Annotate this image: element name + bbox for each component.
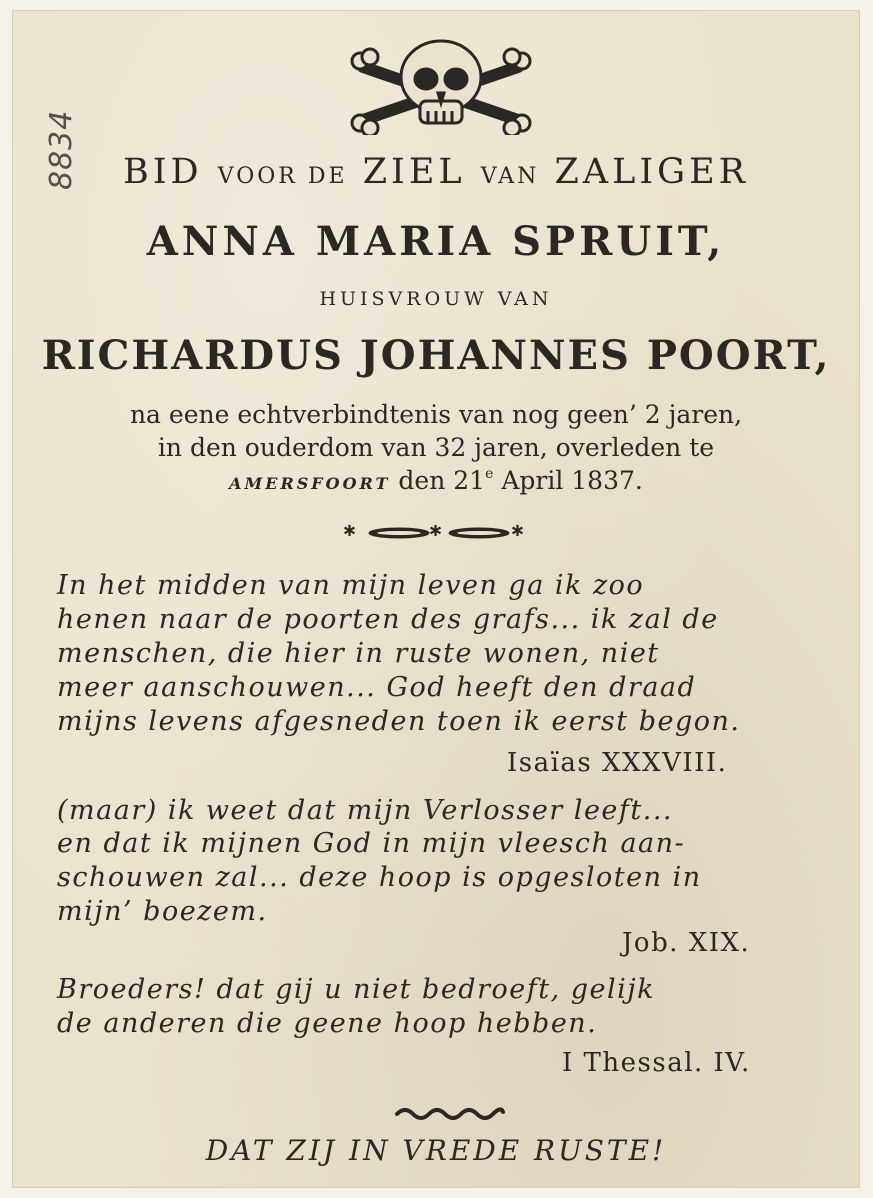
verse-line: mijn’ boezem. [57, 896, 268, 927]
archive-number: 8834 [44, 109, 79, 190]
svg-text:*: * [430, 523, 441, 546]
verse-reference: Isaïas XXXVIII. [507, 748, 728, 778]
verse-line: meer aanschouwen... God heeft den draad [57, 672, 697, 703]
verse-line: (maar) ik weet dat mijn Verlosser leeft... [57, 795, 673, 826]
verse-line: en dat ik mijnen God in mijn vleesch aan- [57, 828, 686, 859]
verse-line: Broeders! dat gij u niet bedroeft, gelijk [57, 974, 655, 1005]
detail-line-1: na eene echtverbindtenis van nog geen’ 2 jaren, [129, 400, 743, 429]
verse-reference: I Thessal. IV. [562, 1048, 751, 1078]
deceased-name: ANNA MARIA SPRUIT, [146, 218, 726, 265]
svg-text:*: * [512, 523, 523, 546]
skull-crossbones-icon [348, 35, 534, 135]
place-of-death: AMERSFOORT [229, 474, 391, 493]
heading-line: BID VOOR DE ZIEL VAN ZALIGER [122, 152, 750, 192]
wave-ornament [395, 1104, 505, 1120]
detail-line-2: in den ouderdom van 32 jaren, overleden te [157, 433, 715, 462]
ornament-divider [342, 520, 532, 546]
svg-text:*: * [344, 523, 355, 546]
memorial-card [12, 10, 860, 1188]
verse-line: menschen, die hier in ruste wonen, niet [57, 638, 660, 669]
relation-label: HUISVROUW VAN [319, 288, 553, 310]
verse-reference: Job. XIX. [622, 928, 751, 958]
spouse-name: RICHARDUS JOHANNES POORT, [41, 332, 831, 379]
verse-line: mijns levens afgesneden toen ik eerst begon. [57, 706, 741, 737]
verse-line: de anderen die geene hoop hebben. [57, 1008, 598, 1039]
verse-line: schouwen zal... deze hoop is opgesloten in [57, 862, 702, 893]
verse-line: henen naar de poorten des grafs... ik zal de [57, 604, 719, 635]
verse-line: In het midden van mijn leven ga ik zoo [57, 570, 645, 601]
detail-line-3: AMERSFOORT den 21e April 1837. [229, 466, 643, 495]
closing-prayer: DAT ZIJ IN VREDE RUSTE! [205, 1134, 667, 1167]
